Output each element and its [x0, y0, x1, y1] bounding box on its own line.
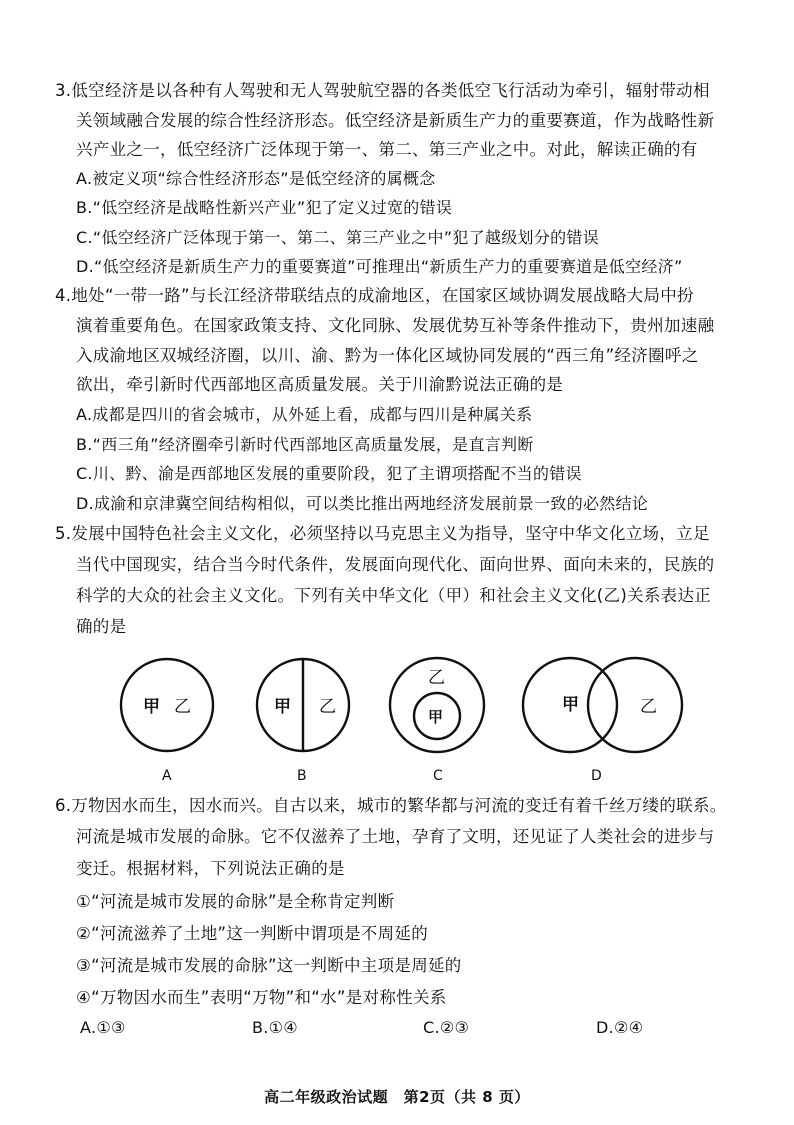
diagram-d-yi: 乙: [640, 697, 657, 717]
diagram-a: [121, 659, 213, 784]
diagram-c-letter: C: [433, 768, 443, 784]
venn-diagrams: [100, 655, 700, 790]
diagram-d-right-circle: [588, 658, 682, 752]
q6-statement-1: ①“河流是城市发展的命脉”是全称肯定判断: [76, 892, 395, 911]
diagram-c: [390, 658, 484, 784]
q6-line-1: 6.万物因水而生，因水而兴。自古以来，城市的繁华都与河流的变迁有着千丝万缕的联系。: [55, 796, 727, 815]
q3-option-d: D.“低空经济是新质生产力的重要赛道”可推理出“新质生产力的重要赛道是低空经济”: [76, 257, 683, 276]
q6-statement-2: ②“河流滋养了土地”这一判断中谓项是不周延的: [76, 924, 428, 943]
q6-choice-b: B.①④: [252, 1018, 298, 1037]
q3-line-2: 关领域融合发展的综合性经济形态。低空经济是新质生产力的重要赛道，作为战略性新: [76, 111, 715, 130]
diagram-a-letter: A: [162, 768, 172, 784]
q4-line-1: 4.地处“一带一路”与长江经济带联结点的成渝地区，在国家区域协调发展战略大局中扮: [55, 286, 694, 305]
q6-choice-c: C.②③: [423, 1018, 470, 1037]
page-footer: 高二年级政治试题 第2页（共 8 页）: [264, 1088, 530, 1106]
diagram-d-letter: D: [591, 768, 602, 784]
diagram-b: [257, 659, 349, 784]
diagram-c-yi: 乙: [428, 668, 445, 688]
q5-line-1: 5.发展中国特色社会主义文化，必须坚持以马克思主义为指导，坚守中华文化立场，立足: [55, 524, 710, 543]
q3-option-c: C.“低空经济广泛体现于第一、第二、第三产业之中”犯了越级划分的错误: [76, 228, 600, 247]
q3-line-3: 兴产业之一，低空经济广泛体现于第一、第二、第三产业之中。对此，解读正确的有: [76, 140, 698, 159]
q4-option-a: A.成都是四川的省会城市，从外延上看，成都与四川是种属关系: [76, 405, 533, 424]
diagram-d-jia: 甲: [562, 695, 579, 715]
diagram-d: [523, 658, 682, 784]
q6-choice-a: A.①③: [80, 1018, 126, 1037]
diagram-b-letter: B: [297, 768, 307, 784]
q4-line-3: 入成渝地区双城经济圈，以川、渝、黔为一体化区域协同发展的“西三角”经济圈呼之: [76, 346, 699, 365]
q3-option-b: B.“低空经济是战略性新兴产业”犯了定义过宽的错误: [76, 198, 453, 217]
q4-option-d: D.成渝和京津冀空间结构相似，可以类比推出两地经济发展前景一致的必然结论: [76, 494, 649, 513]
q5-line-4: 确的是: [76, 617, 127, 636]
q4-line-2: 演着重要角色。在国家政策支持、文化同脉、发展优势互补等条件推动下，贵州加速融: [76, 316, 715, 335]
q4-option-c: C.川、黔、渝是西部地区发展的重要阶段，犯了主谓项搭配不当的错误: [76, 464, 582, 483]
q6-line-2: 河流是城市发展的命脉。它不仅滋养了土地，孕育了文明，还见证了人类社会的进步与: [76, 827, 715, 846]
diagram-a-jia: 甲: [143, 697, 160, 717]
diagram-a-yi: 乙: [174, 697, 191, 717]
q3-option-a: A.被定义项“综合性经济形态”是低空经济的属概念: [76, 169, 436, 188]
q3-line-1: 3.低空经济是以各种有人驾驶和无人驾驶航空器的各类低空飞行活动为牵引，辐射带动相: [55, 81, 710, 100]
q4-option-b: B.“西三角”经济圈牵引新时代西部地区高质量发展，是直言判断: [76, 435, 534, 454]
q6-statement-3: ③“河流是城市发展的命脉”这一判断中主项是周延的: [76, 956, 462, 975]
diagram-c-jia: 甲: [428, 708, 444, 726]
q6-line-3: 变迁。根据材料，下列说法正确的是: [76, 859, 345, 878]
q5-line-2: 当代中国现实，结合当今时代条件，发展面向现代化、面向世界、面向未来的，民族的: [76, 555, 715, 574]
diagram-b-yi: 乙: [319, 697, 336, 717]
diagram-b-jia: 甲: [274, 697, 291, 717]
diagram-a-circle: [121, 659, 213, 751]
q4-line-4: 欲出，牵引新时代西部地区高质量发展。关于川渝黔说法正确的是: [76, 375, 564, 394]
q5-line-3: 科学的大众的社会主义文化。下列有关中华文化（甲）和社会主义文化(乙)关系表达正: [76, 586, 712, 605]
q6-choice-d: D.②④: [596, 1018, 644, 1037]
q6-statement-4: ④“万物因水而生”表明“万物”和“水”是对称性关系: [76, 988, 447, 1007]
